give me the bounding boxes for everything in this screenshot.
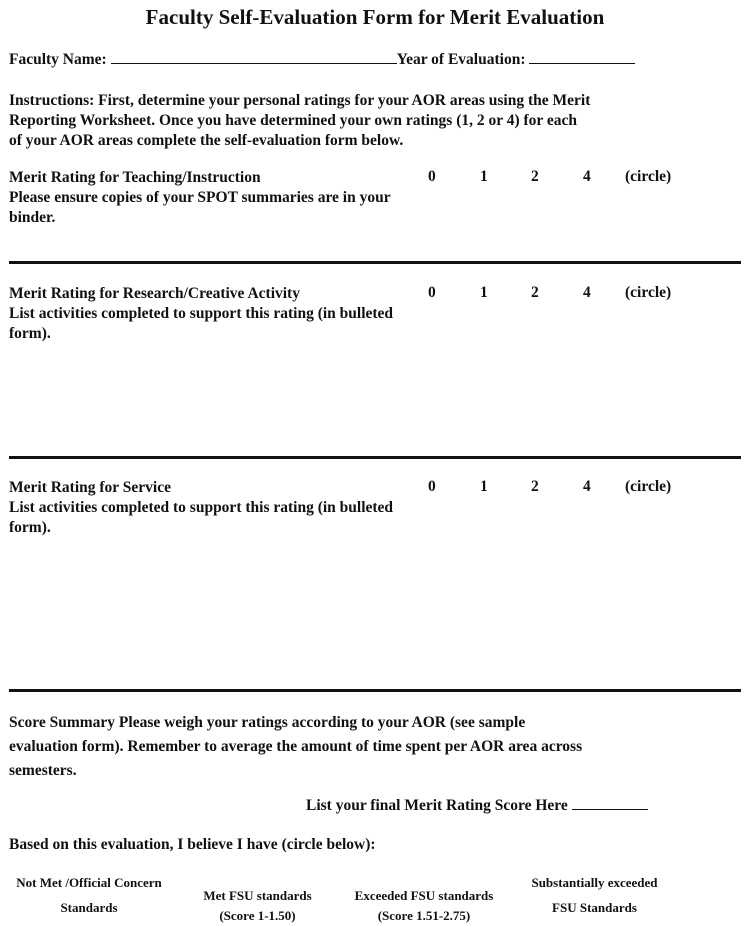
rating-option-1[interactable]: 1: [480, 284, 488, 301]
final-score-row: [306, 795, 648, 816]
score-summary: [9, 711, 582, 783]
outcome-line: FSU Standards: [552, 900, 637, 915]
instructions-line: of your AOR areas complete the self-evaluation form below.: [9, 132, 404, 149]
section-note: List activities completed to support this rating (in bulleted: [9, 305, 394, 322]
section-divider: [9, 456, 741, 459]
instructions-line: Instructions: First, determine your personal ratings for your AOR areas using the Merit: [9, 92, 591, 109]
rating-option-1[interactable]: 1: [480, 478, 488, 495]
rating-option-4[interactable]: 4: [583, 168, 591, 185]
section-note: form).: [9, 325, 51, 342]
rating-option-2[interactable]: 2: [531, 284, 539, 301]
section-service: [9, 478, 393, 538]
rating-option-0[interactable]: 0: [428, 168, 436, 185]
final-score-field[interactable]: [572, 795, 648, 810]
section-heading: Merit Rating for Teaching/Instruction: [9, 169, 261, 186]
section-heading: Merit Rating for Research/Creative Activity: [9, 285, 300, 302]
score-summary-line: semesters.: [9, 762, 77, 779]
circle-hint: (circle): [625, 168, 672, 185]
outcome-substantially-exceeded[interactable]: [512, 870, 677, 920]
outcome-exceeded[interactable]: [340, 886, 508, 926]
section-divider: [9, 261, 741, 264]
outcome-line: Substantially exceeded: [531, 875, 658, 890]
outcome-line: Standards: [60, 900, 118, 915]
instructions: [9, 91, 590, 151]
section-note: form).: [9, 519, 51, 536]
faculty-name-label: Faculty Name:: [9, 51, 107, 68]
rating-option-4[interactable]: 4: [583, 478, 591, 495]
outcome-line: Not Met /Official Concern: [16, 875, 162, 890]
year-label: Year of Evaluation:: [396, 51, 526, 68]
section-note: Please ensure copies of your SPOT summaries are in your: [9, 189, 391, 206]
belief-prompt: Based on this evaluation, I believe I have (circle below):: [9, 836, 376, 853]
rating-option-4[interactable]: 4: [583, 284, 591, 301]
section-research: [9, 284, 393, 344]
outcome-line: Exceeded FSU standards: [354, 888, 494, 903]
outcome-met[interactable]: [185, 886, 330, 926]
score-summary-line: Score Summary Please weigh your ratings according to your AOR (see sample: [9, 714, 526, 731]
outcome-line: Met FSU standards: [203, 888, 312, 903]
faculty-info-row: [9, 49, 635, 70]
outcome-line: (Score 1.51-2.75): [377, 908, 471, 923]
rating-option-2[interactable]: 2: [531, 478, 539, 495]
section-teaching: [9, 168, 391, 228]
outcome-not-met[interactable]: [4, 870, 174, 920]
rating-option-1[interactable]: 1: [480, 168, 488, 185]
rating-option-0[interactable]: 0: [428, 284, 436, 301]
rating-option-2[interactable]: 2: [531, 168, 539, 185]
rating-option-0[interactable]: 0: [428, 478, 436, 495]
section-note: List activities completed to support this rating (in bulleted: [9, 499, 394, 516]
instructions-line: Reporting Worksheet. Once you have determined your own ratings (1, 2 or 4) for each: [9, 112, 578, 129]
section-heading: Merit Rating for Service: [9, 479, 171, 496]
circle-hint: (circle): [625, 478, 672, 495]
section-divider: [9, 689, 741, 692]
outcome-line: (Score 1-1.50): [219, 908, 296, 923]
final-score-label: List your final Merit Rating Score Here: [306, 797, 568, 814]
year-field[interactable]: [529, 49, 635, 64]
faculty-name-field[interactable]: [111, 49, 397, 64]
section-note: binder.: [9, 209, 56, 226]
score-summary-line: evaluation form). Remember to average the amount of time spent per AOR area across: [9, 738, 583, 755]
circle-hint: (circle): [625, 284, 672, 301]
form-title: Faculty Self-Evaluation Form for Merit Evaluation: [145, 5, 605, 29]
